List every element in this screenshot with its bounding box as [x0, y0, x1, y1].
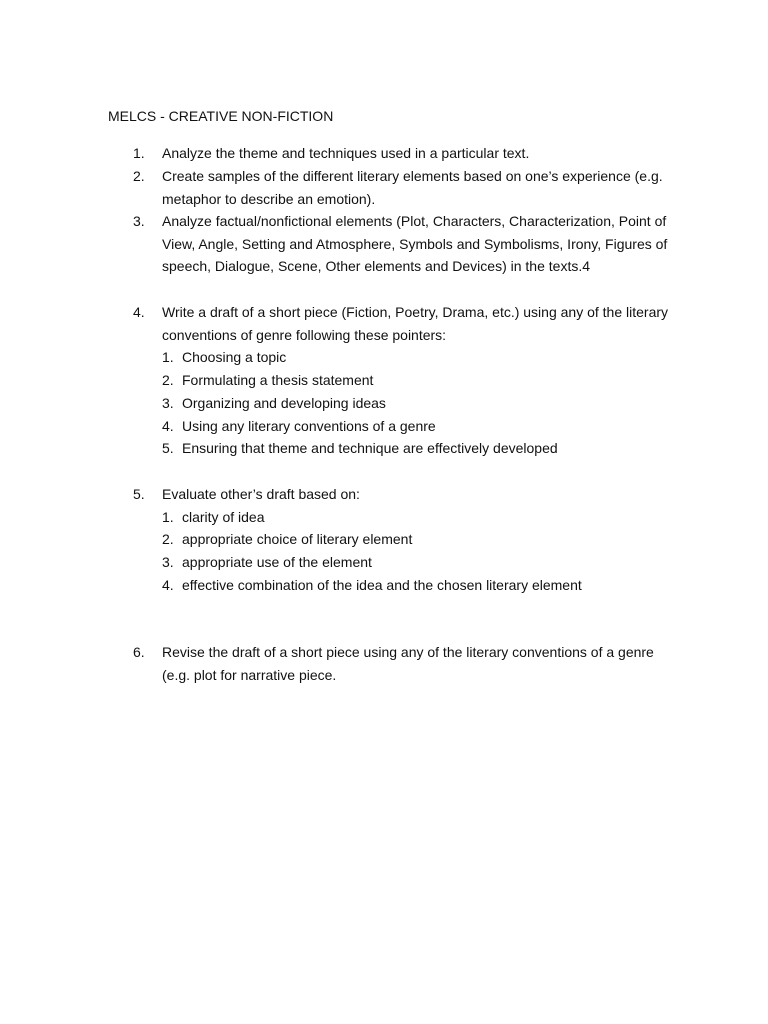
list-item	[133, 483, 673, 597]
sub-list-item	[162, 346, 673, 369]
sub-list-item-number: 5.	[162, 440, 174, 457]
list-item-text: Write a draft of a short piece (Fiction, Poetry, Drama, etc.) using any of the literary conventions of genre following these pointers:	[162, 304, 669, 343]
list-item	[133, 641, 673, 686]
sub-list-item-number: 3.	[162, 554, 174, 571]
sub-list-item	[162, 369, 673, 392]
sub-list-item	[162, 415, 673, 438]
list-item	[133, 142, 673, 165]
sub-list-item-text: Ensuring that theme and technique are effectively developed	[182, 440, 558, 457]
sub-list-item-number: 4.	[162, 576, 174, 593]
sub-list-item-text: appropriate choice of literary element	[182, 531, 413, 548]
list-item-text: Evaluate other’s draft based on:	[162, 486, 360, 502]
list-item-text: Create samples of the different literary elements based on one’s experience (e.g. metaphor to describe an emotion).	[162, 168, 663, 207]
sub-list-item-text: appropriate use of the element	[182, 554, 372, 571]
document-title: MELCS - CREATIVE NON-FICTION	[108, 108, 334, 124]
sub-list-item-text: Choosing a topic	[182, 349, 287, 366]
sub-list-item	[162, 392, 673, 415]
sub-list-item-number: 4.	[162, 417, 174, 434]
sub-list-item	[162, 574, 673, 597]
sub-list-item	[162, 437, 673, 460]
list-item-text: Analyze factual/nonfictional elements (Plot, Characters, Characterization, Point of View, Angle, Setting and Atmosphere, Symbols and Symbolisms, Irony, Figures of speech, Dialogue, Scene, Other elements and Devices) in the texts.4	[162, 213, 668, 275]
list-item-number: 1.	[133, 145, 145, 161]
list-item-number: 4.	[133, 304, 145, 320]
sub-list-item-number: 1.	[162, 508, 174, 525]
list-item	[133, 301, 673, 460]
list-item-number: 5.	[133, 486, 145, 502]
sub-list-item	[162, 528, 673, 551]
list-item	[133, 165, 673, 210]
sub-list-item-number: 2.	[162, 531, 174, 548]
sub-list-item-number: 2.	[162, 372, 174, 389]
sub-list-item-number: 3.	[162, 394, 174, 411]
list-item-number: 2.	[133, 168, 145, 184]
list-item	[133, 210, 673, 278]
list-item-text: Analyze the theme and techniques used in a particular text.	[162, 145, 530, 161]
sub-list-item-text: effective combination of the idea and the chosen literary element	[182, 576, 582, 593]
list-item-number: 3.	[133, 213, 145, 229]
sub-list-item-number: 1.	[162, 349, 174, 366]
sub-list-item-text: clarity of idea	[182, 508, 265, 525]
list-item-number: 6.	[133, 644, 145, 660]
sub-list-item-text: Formulating a thesis statement	[182, 372, 374, 389]
sub-list-item	[162, 551, 673, 574]
list-item-text: Revise the draft of a short piece using any of the literary conventions of a genre (e.g. plot for narrative piece.	[162, 644, 654, 683]
sub-list-item-text: Using any literary conventions of a genre	[182, 417, 436, 434]
sub-list-item-text: Organizing and developing ideas	[182, 394, 386, 411]
sub-list-item	[162, 506, 673, 529]
